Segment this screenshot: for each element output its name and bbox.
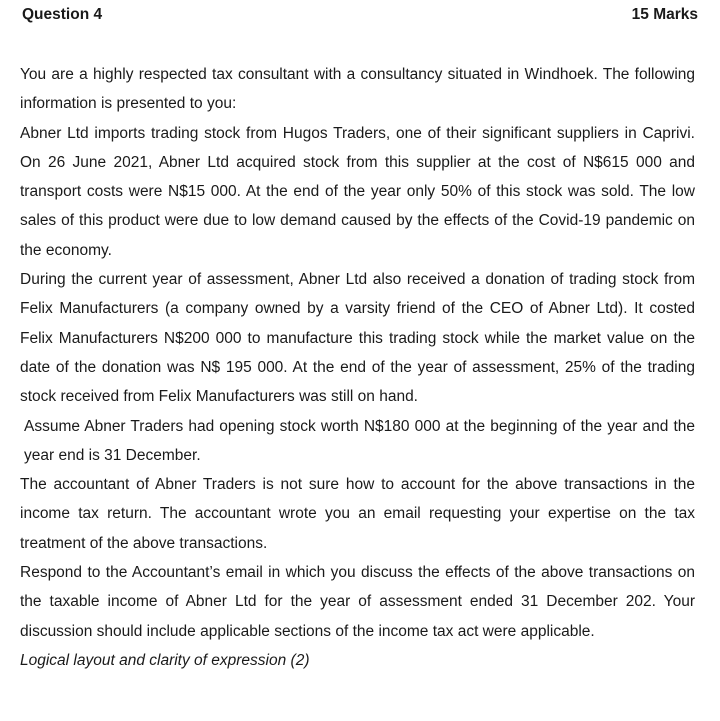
paragraph-intro: You are a highly respected tax consultant with a consultancy situated in Windhoek. The following information is presented to you: bbox=[20, 66, 695, 113]
paragraph-accountant: The accountant of Abner Traders is not sure how to account for the above transactions in the income tax return. The accountant wrote you an email requesting your expertise on the tax treatment of the above transactions. bbox=[20, 476, 695, 552]
layout-marks-note: Logical layout and clarity of expression (2) bbox=[20, 651, 310, 669]
paragraph-felix-donation: During the current year of assessment, Abner Ltd also received a donation of trading stock from Felix Manufacturers (a company owned by a varsity friend of the CEO of Abner Ltd). It costed Felix Manufacturers N$200 000 to manufacture this trading stock while the market value on the date of the donation was N$ 195 000. At the end of the year of assessment, 25% of the trading stock received from Felix Manufacturers was still on hand. bbox=[20, 271, 695, 406]
question-body bbox=[20, 60, 695, 675]
marks-label: 15 Marks bbox=[631, 6, 698, 23]
paragraph-opening-stock: Assume Abner Traders had opening stock worth N$180 000 at the beginning of the year and the year end is 31 December. bbox=[24, 417, 695, 464]
question-title: Question 4 bbox=[22, 6, 103, 23]
question-header bbox=[22, 6, 698, 28]
paragraph-instruction: Respond to the Accountant’s email in which you discuss the effects of the above transactions on the taxable income of Abner Ltd for the year of assessment ended 31 December 202. Your discussion should include applicable sections of the income tax act were applicable. bbox=[20, 564, 695, 640]
paragraph-hugos-stock: Abner Ltd imports trading stock from Hugos Traders, one of their significant suppliers in Caprivi. On 26 June 2021, Abner Ltd acquired stock from this supplier at the cost of N$615 000 and transport costs were N$15 000. At the end of the year only 50% of this stock was sold. The low sales of this product were due to low demand caused by the effects of the Covid-19 pandemic on the economy. bbox=[20, 124, 695, 259]
